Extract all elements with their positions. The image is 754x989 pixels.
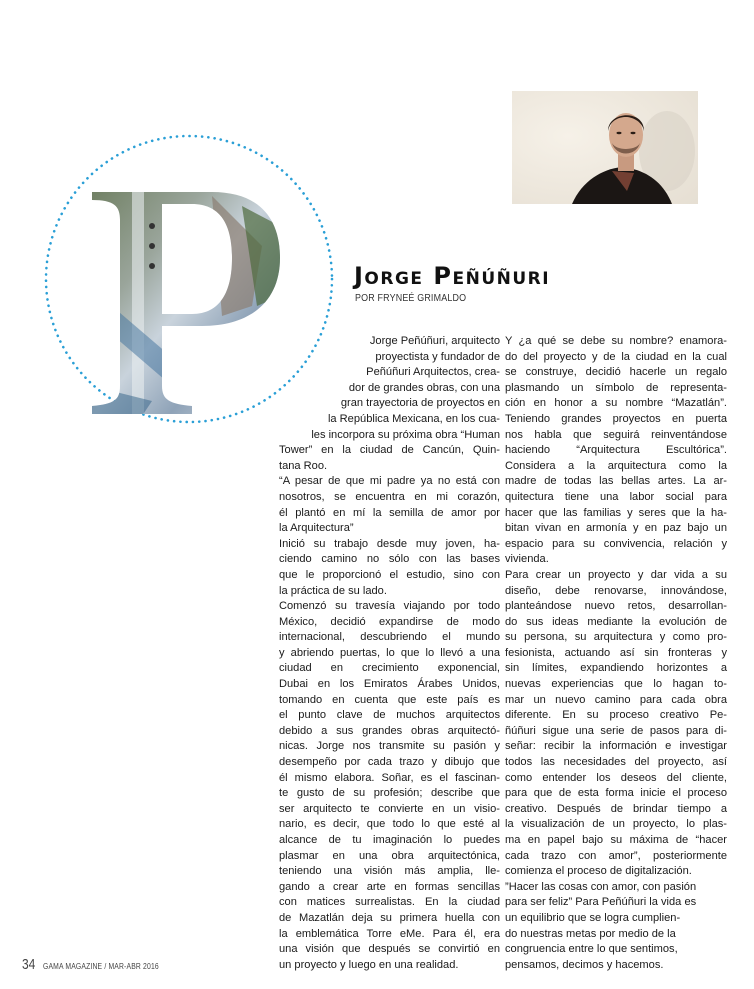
text-line: debido a sus grandes obras arquitectó- (279, 724, 500, 737)
text-line: “A pesar de que mi padre ya no está con (279, 475, 500, 488)
text-line: la visualización de un proyecto, lo plas- (505, 818, 727, 831)
text-line: do sus ideas mediante la evolución de (505, 615, 727, 628)
portrait-illustration (512, 91, 698, 204)
text-line: madre de todas las bellas artes. La ar- (505, 475, 727, 488)
text-line: tana Roo. (279, 459, 328, 472)
text-line: nuevas experiencias que lo hagan to- (505, 678, 727, 691)
text-line: haciendo “Arquitectura Escultórica”. (505, 444, 727, 457)
publication-info: GAMA MAGAZINE / MAR-ABR 2016 (42, 962, 159, 971)
text-line: ”Hacer las cosas con amor, con pasión (505, 880, 697, 893)
text-line: gando a crear arte en formas sencillas (279, 880, 500, 893)
text-line: nario, es decir, que todo lo que esté al (279, 818, 500, 831)
page-number: 34 (22, 956, 36, 973)
text-line: como entender los deseos del cliente, (505, 771, 727, 784)
text-line: te gusto de su profesión; describe que (279, 787, 500, 800)
text-line: ser arquitecto te convierte en un visio- (279, 802, 500, 815)
text-line: nos habla que seguirá reinventándose (505, 428, 727, 441)
text-line: gran trayectoria de proyectos en (340, 397, 500, 410)
text-line: Teniendo grandes proyectos en puerta (505, 412, 727, 425)
text-line: que le proporcionó el estudio, sino con (279, 568, 500, 581)
text-line: él mismo elabora. Soñar, es el fascinan- (279, 771, 500, 784)
text-line: les incorpora su próxima obra “Human (311, 428, 500, 441)
text-line: espacio para su convivencia, relación y (505, 537, 727, 550)
text-line: señar: recibir la información e investigar (505, 740, 727, 753)
text-line: vivienda. (505, 553, 549, 566)
text-line: ma en papel bajo su máxima de “hacer (505, 834, 727, 846)
text-line: con matices surrealistas. En la ciudad (279, 896, 500, 909)
text-line: tomando en cuenta que este país es (279, 693, 500, 706)
text-line: Jorge Peñúñuri, arquitecto (369, 335, 500, 347)
text-line: México, decidió expandirse de modo (279, 615, 500, 628)
text-line: teniendo una visión más amplia, lle- (279, 865, 500, 878)
text-line: para ser feliz” Para Peñúñuri la vida es (505, 896, 697, 909)
text-line: dor de grandes obras, con una (348, 381, 500, 394)
text-line: un proyecto y luego en una realidad. (279, 958, 459, 971)
text-line: mar un nuevo camino para cada obra (505, 693, 727, 706)
text-line: diseño, debe renovarse, innovándose, (505, 584, 727, 597)
text-line: comienza el proceso de digitalización. (505, 865, 692, 878)
text-line: diferente. En su proceso creativo Pe- (505, 709, 727, 722)
text-line: planteándose nuevo retos, desarrollan- (505, 600, 727, 613)
text-line: proyectista y fundador de (375, 350, 500, 363)
text-line: el punto clave de muchos arquitectos (279, 709, 500, 722)
text-line: ñúñuri sigue una serie de pasos para di- (505, 724, 727, 737)
text-line: Peñúñuri Arquitectos, crea- (366, 366, 500, 379)
text-line: do nuestras metas por medio de la (505, 927, 676, 940)
text-line: cada trazo con amor”, posteriormente (505, 849, 727, 862)
text-line: todos las necesidades del proyecto, así (505, 756, 727, 769)
text-line: Comenzó su travesía viajando por todo (279, 600, 500, 613)
text-line: Tower” en la ciudad de Cancún, Quin- (279, 444, 500, 457)
text-line: internacional, descubriendo el mundo (279, 631, 500, 644)
text-line: un equilibrio que se logra cumplien- (505, 911, 681, 924)
drop-cap-p-image (92, 186, 282, 416)
article-byline: POR FRYNEÉ GRIMALDO (355, 292, 467, 304)
article-body-right-column (505, 334, 727, 973)
text-line: ciendo camino no sólo con las bases (279, 553, 500, 566)
text-line: Dubai en los Emiratos Árabes Unidos, (279, 678, 500, 691)
portrait-photo (512, 91, 698, 204)
text-line: una visión que después se convirtió en (279, 943, 500, 956)
text-line: congruencia entre lo que sentimos, (505, 943, 678, 956)
text-line: sin límites, expandiendo horizontes a (505, 662, 727, 675)
text-line: de Mazatlán deja su primera huella con (279, 911, 500, 924)
text-line: la República Mexicana, en los cua- (327, 412, 500, 425)
text-line: plasmando un símbolo de representa- (505, 381, 727, 394)
article-title: Jorge Peñúñuri (354, 262, 551, 290)
text-line: su persona, su arquitectura y como pro- (505, 631, 727, 644)
text-line: Y ¿a qué se debe su nombre? enamora- (505, 335, 727, 347)
text-line: Para crear un proyecto y dar vida a su (505, 568, 727, 581)
text-line: ciudad en crecimiento exponencial, (279, 662, 500, 675)
text-line: quitectura tiene una labor social para (505, 490, 727, 503)
text-line: Inició su trabajo desde muy joven, ha- (279, 537, 500, 550)
text-line: nosotros, se encuentra en mi corazón, (279, 490, 500, 503)
text-line: fesionista, actuando así sin fronteras y (505, 646, 727, 659)
text-line: él plantó en mí la semilla de amor por (279, 506, 500, 519)
text-line: hacer que las familias y seres que la ha- (505, 506, 727, 519)
text-line: pensamos, decimos y hacemos. (505, 958, 664, 971)
text-line: ción en honor a su nombre “Mazatlán”. (505, 397, 727, 410)
text-line: se construye, decidió hacerle un regalo (505, 366, 727, 379)
text-line: bitan vivan en armonía y en paz bajo un (505, 522, 727, 535)
text-line: desempeño por cada trazo y dibujo que (279, 756, 500, 769)
text-line: y abriendo puertas, lo que lo llevó a una (279, 646, 500, 659)
page-footer (22, 956, 179, 973)
text-line: la Arquitectura” (279, 522, 354, 535)
text-line: la práctica de su lado. (279, 584, 387, 597)
text-line: para que de esta forma inicie el proceso (505, 787, 727, 800)
article-body-left-column (279, 334, 500, 973)
text-line: plasmar en una obra arquitectónica, (279, 849, 500, 862)
text-line: creativo. Después de brindar tiempo a (505, 802, 727, 815)
text-line: nicas. Jorge nos transmite su pasión y (279, 740, 500, 753)
text-line: do del proyecto y de la ciudad en la cual (505, 350, 727, 363)
text-line: alcance de tu imaginación lo puedes (279, 834, 500, 846)
text-line: la emblemática Torre eMe. Para él, era (279, 927, 500, 940)
text-line: Considera a la arquitectura como la (505, 459, 727, 472)
